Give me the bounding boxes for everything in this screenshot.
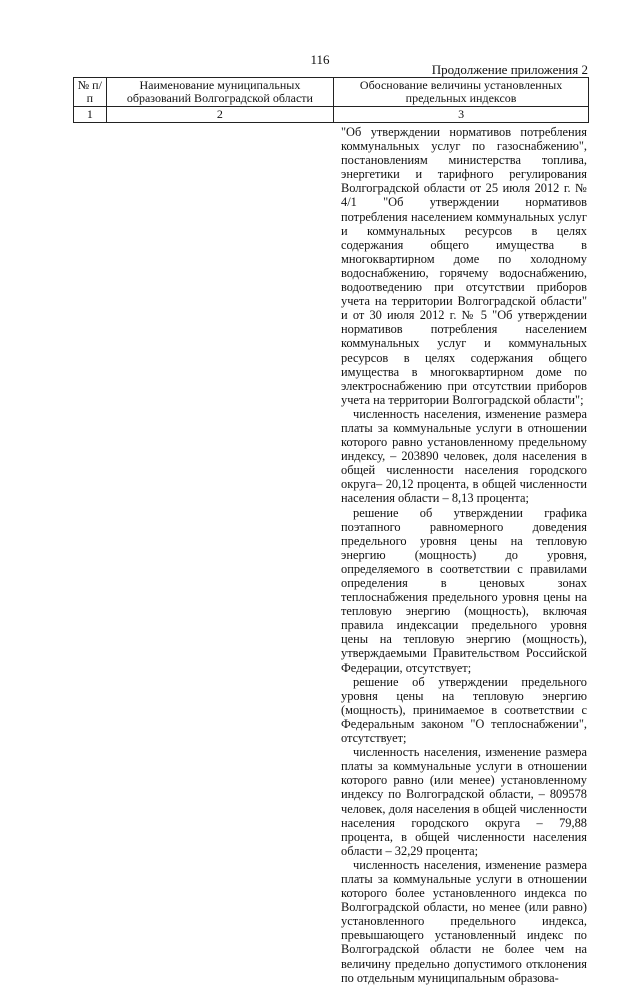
header-cell-municipality: Наименование муниципальных образований Волгоградской области bbox=[106, 78, 333, 107]
paragraph: "Об утверждении нормативов потребления коммунальных услуг по газоснабжению", постановлениям министерства топлива, энергетики и тарифного регулирования Волгоградской области от 25 июля 2012 г. № 4/1 "Об утверждении нормативов потребления населением коммунальных услуг и коммунальных ресурсов в целях содержания общего имущества в многоквартирном доме по холодному водоснабжению, горячему водоснабжению, водоотведению при отсутствии приборов учета на территории Волгоградской области" и от 30 июля 2012 г. № 5 "Об утверждении нормативов потребления населением коммунальных услуг и коммунальных ресурсов в целях содержания общего имущества в многоквартирном доме по электроснабжению при отсутствии приборов учета на территории Волгоградской области"; bbox=[341, 125, 587, 407]
header-table bbox=[73, 77, 589, 123]
paragraph: численность населения, изменение размера платы за коммунальные услуги в отношении которого равно установленному предельному индексу, – 203890 человек, доля населения в общей численности населения городского округа– 20,12 процента, в общей численности населения области – 8,13 процента; bbox=[341, 406, 587, 506]
page-number: 116 bbox=[310, 52, 330, 67]
header-row bbox=[74, 78, 589, 107]
paragraph: численность населения, изменение размера платы за коммунальные услуги в отношении которого более установленного индекса по Волгоградской области, но менее (или равно) установленного предельного индекса, превышающего установленный индекс по Волгоградской области не более чем на величину предельно допустимого отклонения по отдельным муниципальным образова- bbox=[341, 857, 587, 985]
paragraph: численность населения, изменение размера платы за коммунальные услуги в отношении которого равно (или менее) установленному индексу по Волгоградской области, – 809578 человек, доля населения в общей численности населения городского округа – 79,88 процента, в общей численности населения области – 32,29 процента; bbox=[341, 745, 587, 858]
column-number-row bbox=[74, 107, 589, 123]
justification-text bbox=[341, 125, 587, 985]
header-cell-justification: Обоснование величины установленных предельных индексов bbox=[334, 78, 589, 107]
column-number-1: 1 bbox=[74, 107, 107, 123]
column-number-3: 3 bbox=[334, 107, 589, 123]
continuation-label: Продолжение приложения 2 bbox=[431, 62, 588, 77]
column-number-2: 2 bbox=[106, 107, 333, 123]
header-cell-number: № п/п bbox=[74, 78, 107, 107]
paragraph: решение об утверждении предельного уровня цены на тепловую энергию (мощность), принимаемое в соответствии с Федеральным законом "О теплоснабжении", отсутствует; bbox=[341, 674, 587, 746]
paragraph: решение об утверждении графика поэтапного равномерного доведения предельного уровня цены на тепловую энергию (мощность) до уровня, определяемого в соответствии с правилами определения в ценовых зонах теплоснабжения предельного уровня цены на тепловую энергию (мощность), включая правила индексации предельного уровня цены на тепловую энергию (мощность), утверждаемыми Правительством Российской Федерации, отсутствует; bbox=[341, 505, 587, 675]
